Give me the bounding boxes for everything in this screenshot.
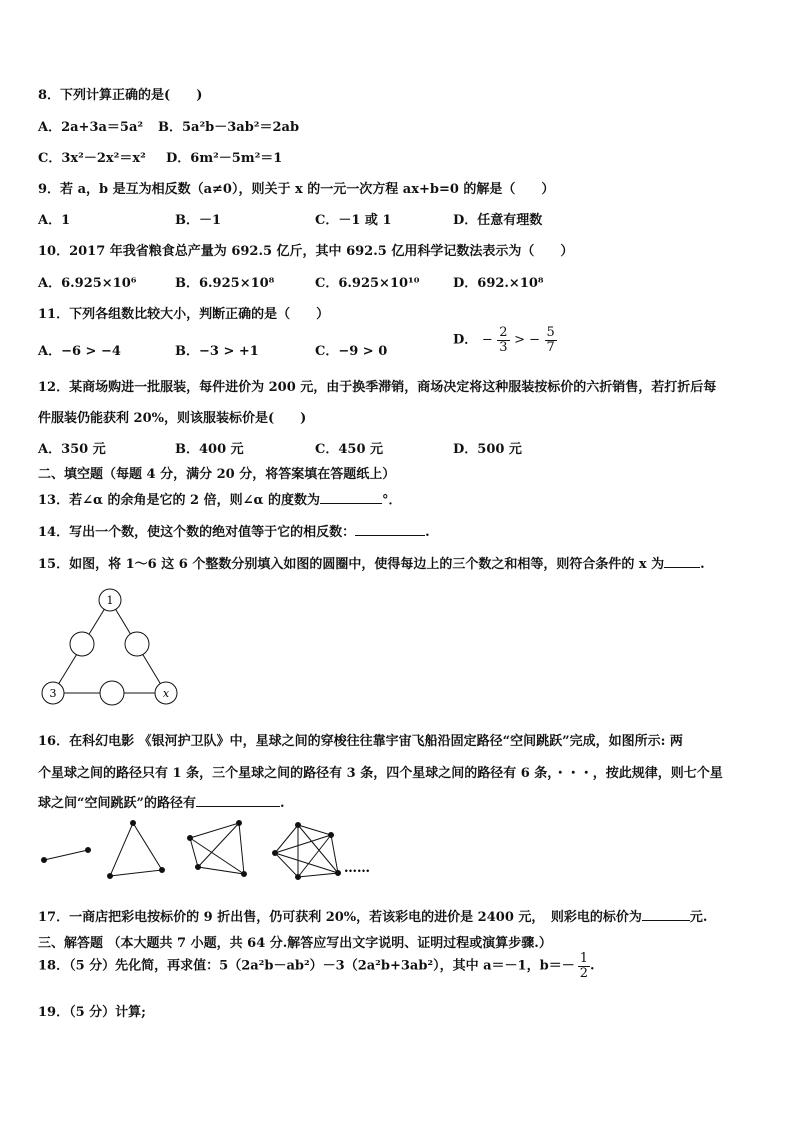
q11-option-d <box>453 326 557 354</box>
q19: 19．（5 分）计算; <box>38 1005 146 1020</box>
q15-circle-upper-left <box>70 632 94 656</box>
q15-label-right: x <box>162 687 170 700</box>
q17-answer-blank[interactable] <box>642 908 690 921</box>
q16-three-planets <box>108 821 165 879</box>
q8-option-c: C．3x²－2x²＝x² <box>38 151 146 166</box>
q15-label-left: 3 <box>49 687 57 700</box>
q11-option-b: B．−3 > +1 <box>175 344 259 359</box>
q9-option-c: C．－1 或 1 <box>315 213 392 228</box>
q12-stem-line1: 12．某商场购进一批服装，每件进价为 200 元，由于换季滞销，商场决定将这种服装按标价的六折销售，若打折后每 <box>38 380 717 395</box>
q17 <box>38 906 707 925</box>
q11-fraction-1-denominator: 3 <box>499 339 508 355</box>
q8-option-a: A．2a+3a＝5a² <box>38 120 144 135</box>
q10-stem: 10．2017 年我省粮食总产量为 692.5 亿斤，其中 692.5 亿用科学记数法表示为（ ） <box>38 244 574 259</box>
q15-label-top: 1 <box>106 594 114 607</box>
q9-stem: 9．若 a，b 是互为相反数（a≠0），则关于 x 的一元一次方程 ax+b=0 的解是（ ） <box>38 182 555 197</box>
q15-suffix: . <box>700 557 705 572</box>
q8-option-b: B．5a²b－3ab²＝2ab <box>158 120 300 135</box>
q15-text: 15．如图，将 1～6 这 6 个整数分别填入如图的圆圈中，使得每边上的三个数之和相等，则符合条件的 x 为 <box>38 557 665 572</box>
q9-option-d: D．任意有理数 <box>453 213 543 228</box>
q14-suffix: . <box>425 525 430 540</box>
q16-suffix: . <box>279 796 285 811</box>
q11-fraction-1 <box>497 326 509 354</box>
q18-text: 18．（5 分）先化简，再求值：5（2a²b－ab²）－3（2a²b+3ab²），其中 a＝－1，b＝－ <box>38 958 575 974</box>
q18-fraction-numerator: 1 <box>579 951 588 966</box>
q17-text: 17．一商店把彩电按标价的 9 折出售，仍可获利 20%，若该彩电的进价是 2400 元， 则彩电的标价为 <box>38 910 642 925</box>
q10-option-a: A．6.925×10⁶ <box>38 276 137 291</box>
q16-line1: 16．在科幻电影 《银河护卫队》中，星球之间的穿梭往往靠宇宙飞船沿固定路径“空间跳跃”完成，如图所示: 两 <box>38 734 683 749</box>
q16-two-planets <box>42 848 91 863</box>
q14-text: 14．写出一个数，使这个数的绝对值等于它的相反数： <box>38 525 356 540</box>
q18 <box>38 952 595 980</box>
q11-fraction-2 <box>545 326 557 354</box>
q8-stem: 8．下列计算正确的是( ) <box>38 88 203 103</box>
section-3-heading: 三、解答题 （本大题共 7 小题，共 64 分.解答应写出文字说明、证明过程或演算步骤.） <box>38 936 552 951</box>
q10-option-d: D．692.×10⁸ <box>453 276 544 291</box>
q16-line3-text: 球之间“空间跳跃”的路径有 <box>38 796 196 811</box>
q11-fraction-2-denominator: 7 <box>546 339 555 355</box>
q18-fraction-denominator: 2 <box>579 965 588 981</box>
q16-line3 <box>38 792 285 811</box>
q12-option-b: B．400 元 <box>175 442 244 457</box>
q13-text: 13．若∠α 的余角是它的 2 倍，则∠α 的度数为 <box>38 493 321 508</box>
q16-five-planets <box>273 823 341 880</box>
section-2-heading: 二、填空题（每题 4 分，满分 20 分，将答案填在答题纸上） <box>38 467 396 482</box>
q16-answer-blank[interactable] <box>196 794 280 807</box>
q11-option-d-minus: − <box>481 332 493 348</box>
q11-fraction-2-numerator: 5 <box>546 325 555 340</box>
q16-ellipsis: …… <box>344 861 370 876</box>
q8-option-d: D．6m²－5m²＝1 <box>166 151 283 166</box>
q10-option-c: C．6.925×10¹⁰ <box>315 276 420 291</box>
q13 <box>38 489 402 508</box>
q15-answer-blank[interactable] <box>664 555 700 568</box>
q13-answer-blank[interactable] <box>320 491 382 504</box>
q9-option-b: B．－1 <box>175 213 222 228</box>
q15-triangle-figure <box>36 586 186 710</box>
q10-option-b: B．6.925×10⁸ <box>175 276 275 291</box>
q14-answer-blank[interactable] <box>355 523 425 536</box>
q17-suffix: 元. <box>689 910 708 925</box>
q11-option-d-compare: > − <box>514 332 540 348</box>
q12-option-a: A．350 元 <box>38 442 106 457</box>
q15-circle-bottom <box>100 681 124 705</box>
q11-option-c: C．−9 > 0 <box>315 344 388 359</box>
q13-suffix: °． <box>382 493 402 508</box>
q11-option-d-label: D． <box>453 332 478 348</box>
q18-fraction <box>578 952 590 980</box>
q16-planet-paths-figure <box>36 815 386 885</box>
q18-suffix: . <box>589 958 595 974</box>
q12-option-d: D．500 元 <box>453 442 522 457</box>
q11-fraction-1-numerator: 2 <box>499 325 508 340</box>
q11-option-a: A．−6 > −4 <box>38 344 121 359</box>
q15 <box>38 553 705 572</box>
q16-line2: 个星球之间的路径只有 1 条，三个星球之间的路径有 3 条，四个星球之间的路径有 6 条，・・・，按此规律，则七个星 <box>38 766 723 781</box>
q14 <box>38 521 430 540</box>
q16-four-planets <box>188 821 247 877</box>
q12-stem-line2: 件服装仍能获利 20%，则该服装标价是( ) <box>38 411 307 426</box>
q12-option-c: C．450 元 <box>315 442 384 457</box>
q11-stem: 11．下列各组数比较大小，判断正确的是（ ） <box>38 307 330 322</box>
q9-option-a: A．1 <box>38 213 71 228</box>
q15-circle-upper-right <box>125 632 149 656</box>
